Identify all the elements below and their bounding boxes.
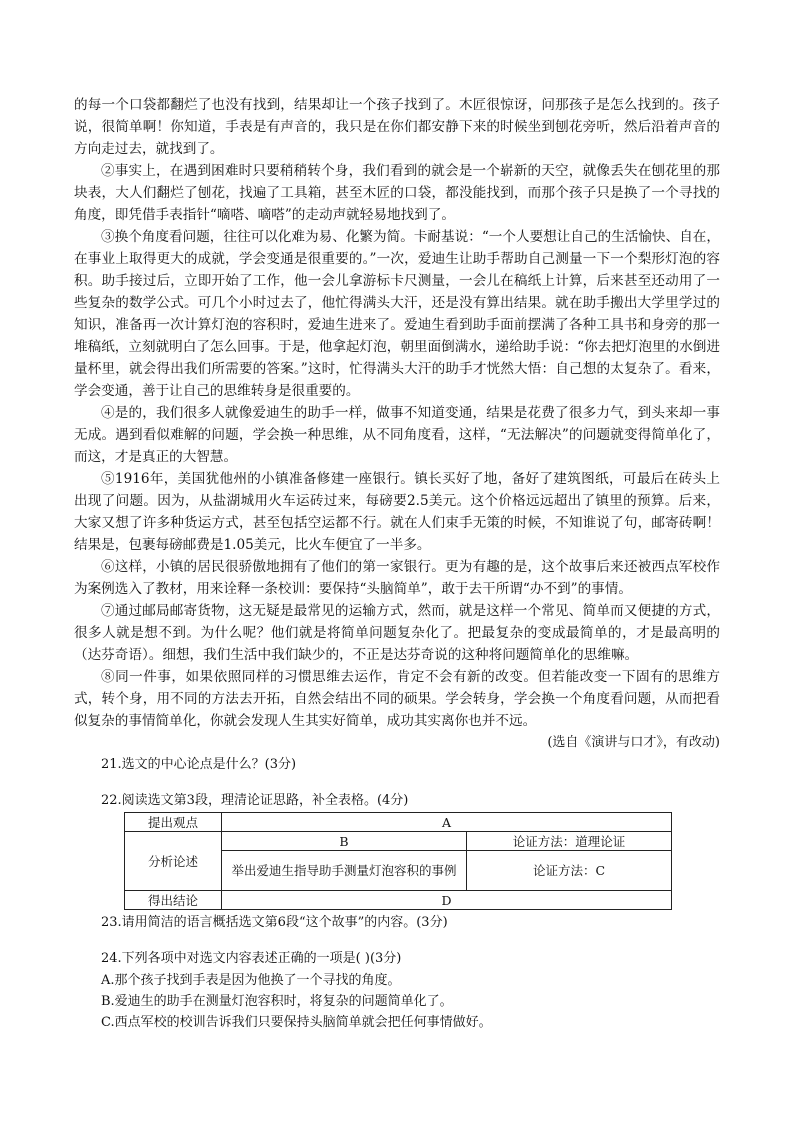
question-21: 21.选文的中心论点是什么？(3分)	[101, 757, 297, 772]
argument-table	[124, 812, 672, 910]
table-blank-b: B	[222, 832, 467, 851]
option-b: B.爱迪生的助手在测量灯泡容积时，将复杂的问题简单化了。	[101, 994, 453, 1009]
answer-space-21	[74, 776, 720, 790]
paragraph-3: ③换个角度看问题，往往可以化难为易、化繁为简。卡耐基说：“一个人要想让自己的生活愉快、自在，在事业上取得更大的成就，学会变通是很重要的。”一次，爱迪生让助手帮助自己测量一下一个梨形灯泡的容积。助手接过后，立即开始了工作，他一会儿拿游标卡尺测量，一会儿在稿纸上计算，后来甚至还动用了一些复杂的数学公式。可几个小时过去了，他忙得满头大汗，还是没有算出结果。就在助手搬出大学里学过的知识，准备再一次计算灯泡的容积时，爱迪生进来了。爱迪生看到助手面前摆满了各种工具书和身旁的那一堆稿纸，立刻就明白了怎么回事。于是，他拿起灯泡，朝里面倒满水，递给助手说：“你去把灯泡里的水倒进量杯里，就会得出我们所需要的答案。”这时，忙得满头大汗的助手才恍然大悟：自己想的太复杂了。看来，学会变通，善于让自己的思维转身是很重要的。	[74, 229, 720, 399]
source-citation: (选自《演讲与口才》，有改动)	[547, 735, 720, 750]
table-method-reasoning: 论证方法：道理论证	[467, 832, 672, 851]
question-24: 24.下列各项中对选文内容表述正确的一项是( )(3分)	[101, 951, 402, 966]
option-c: C.西点军校的校训告诉我们只要保持头脑简单就会把任何事情做好。	[101, 1015, 492, 1030]
paragraph-2: ②事实上，在遇到困难时只要稍稍转个身，我们看到的就会是一个崭新的天空，就像丢失在刨花里的那块表，大人们翻烂了刨花，找遍了工具箱，甚至木匠的口袋，都没能找到，而那个孩子只是换了一个寻找的角度，即凭借手表指针“嘀嗒、嘀嗒”的走动声就轻易地找到了。	[74, 163, 720, 223]
table-edison-example: 举出爱迪生指导助手测量灯泡容积的事例	[222, 851, 467, 891]
table-label-analysis: 分析论述	[125, 832, 222, 891]
paragraph-4: ④是的，我们很多人就像爱迪生的助手一样，做事不知道变通，结果是花费了很多力气，到头来却一事无成。遇到看似难解的问题，学会换一种思维，从不同角度看，这样，“无法解决”的问题就变得简单化了，而这，才是真正的大智慧。	[74, 405, 720, 465]
paragraph-7: ⑦通过邮局邮寄货物，这无疑是最常见的运输方式，然而，就是这样一个常见、简单而又便捷的方式，很多人就是想不到。为什么呢？他们就是将简单问题复杂化了。把最复杂的变成最简单的，才是最高明的（达芬奇语）。细想，我们生活中我们缺少的，不正是达芬奇说的这种将问题简单化的思维嘛。	[74, 603, 720, 663]
paragraph-8: ⑧同一件事，如果依照同样的习惯思维去运作，肯定不会有新的改变。但若能改变一下固有的思维方式，转个身，用不同的方法去开拓，自然会结出不同的硕果。学会转身，学会换一个角度看问题，从而把看似复杂的事情简单化，你就会发现人生其实好简单，成功其实离你也并不远。	[74, 669, 720, 729]
paragraph-5: ⑤1916年，美国犹他州的小镇准备修建一座银行。镇长买好了地，备好了建筑图纸，可最后在砖头上出现了问题。因为，从盐湖城用火车运砖过来，每磅要2.5美元。这个价格远远超出了镇里的预算。后来，大家又想了许多种货运方式，甚至包括空运都不行。就在人们束手无策的时候，不知谁说了句，邮寄砖啊！结果是，包裹每磅邮费是1.05美元，比火车便宜了一半多。	[74, 471, 720, 553]
table-blank-d: D	[222, 891, 672, 910]
article-content	[74, 94, 720, 1033]
paragraph-6: ⑥这样，小镇的居民很骄傲地拥有了他们的第一家银行。更为有趣的是，这个故事后来还被西点军校作为案例选入了教材，用来诠释一条校训：要保持“头脑简单”，敢于去干所谓“办不到”的事情。	[74, 559, 720, 597]
paragraph-1: 的每一个口袋都翻烂了也没有找到，结果却让一个孩子找到了。木匠很惊讶，问那孩子是怎么找到的。孩子说，很简单啊！你知道，手表是有声音的，我只是在你们都安静下来的时候坐到刨花旁听，然后沿着声音的方向走过去，就找到了。	[74, 97, 720, 157]
table-label-conclusion: 得出结论	[125, 891, 222, 910]
table-method-c: 论证方法：C	[467, 851, 672, 891]
table-label-viewpoint: 提出观点	[125, 813, 222, 832]
question-22: 22.阅读选文第3段，理清论证思路，补全表格。(4分)	[101, 793, 409, 808]
table-blank-a: A	[222, 813, 672, 832]
option-a: A.那个孩子找到手表是因为他换了一个寻找的角度。	[101, 973, 401, 988]
question-23: 23.请用简洁的语言概括选文第6段“这个故事”的内容。(3分)	[101, 915, 448, 930]
answer-space-23	[74, 934, 720, 948]
